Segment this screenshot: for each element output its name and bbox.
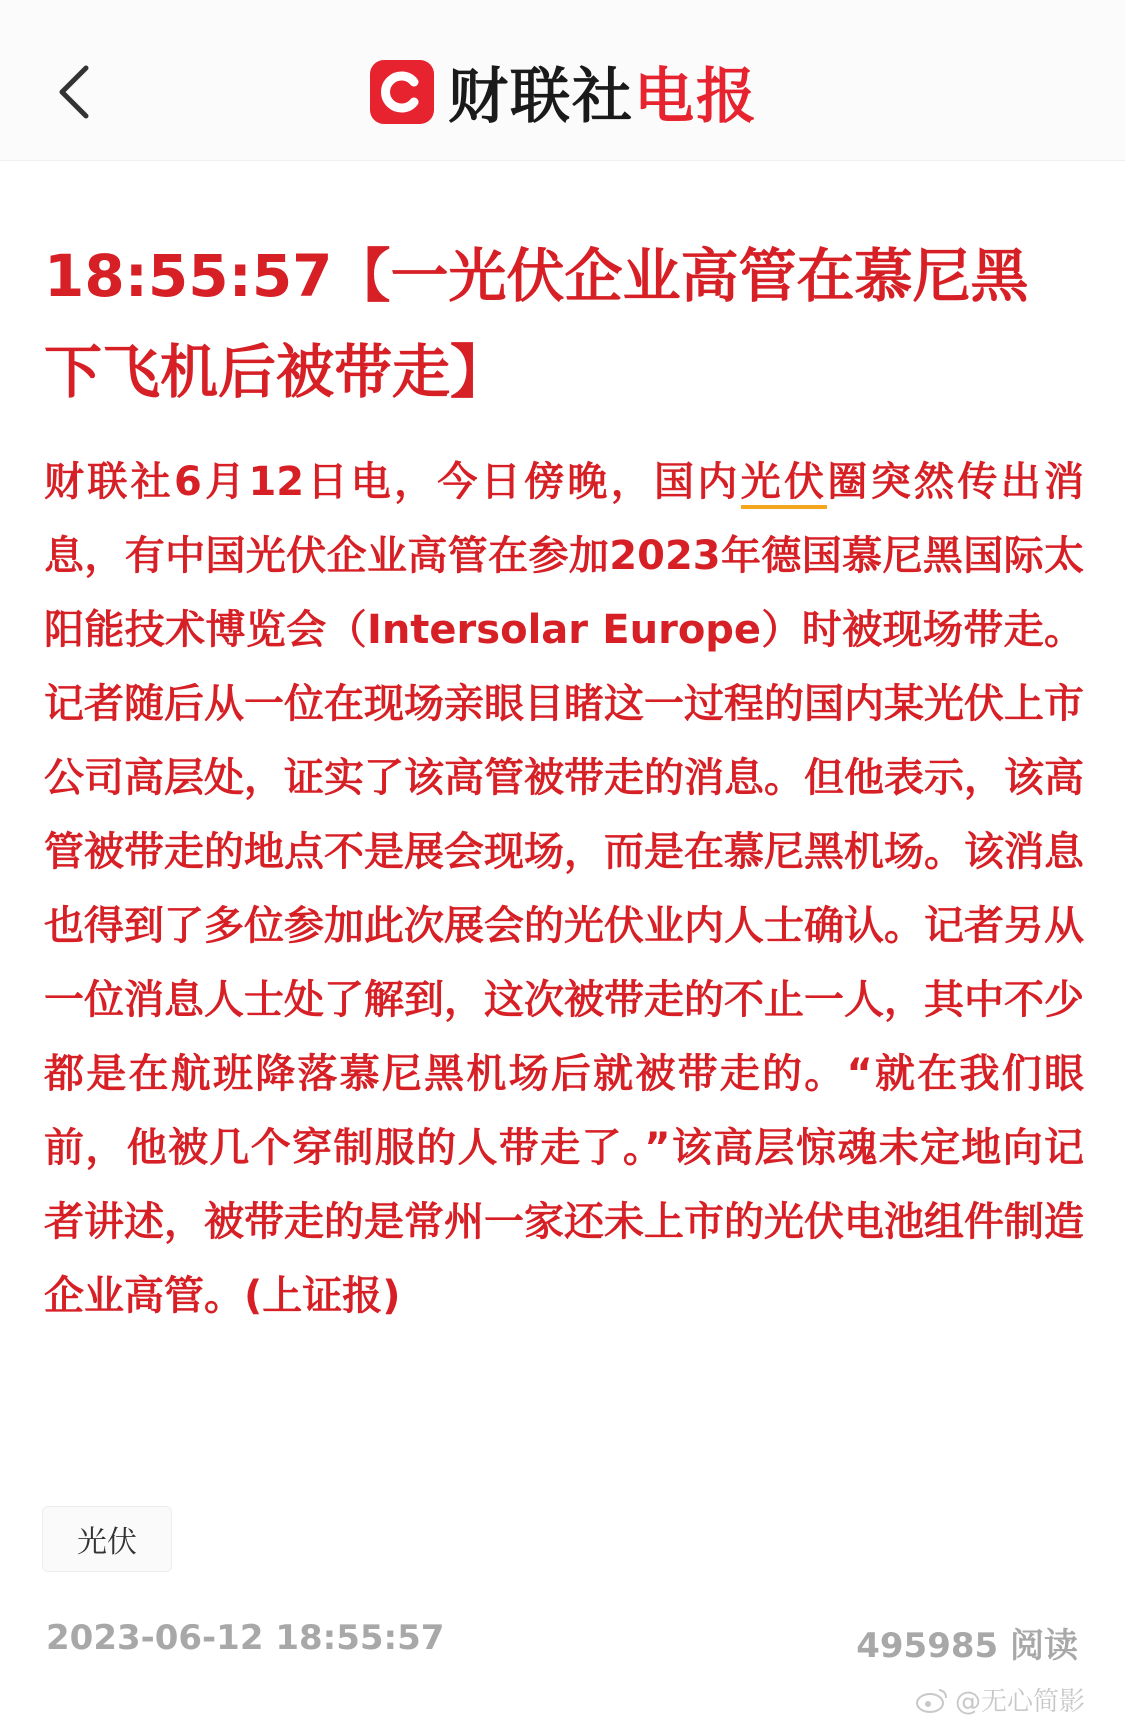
- keyword-link[interactable]: 光伏: [741, 459, 828, 509]
- article-body-part1: 财联社6月12日电，今日傍晚，国内: [44, 459, 741, 505]
- article-meta: [46, 1618, 1078, 1667]
- watermark: [915, 1681, 1085, 1718]
- header-bar: [0, 0, 1125, 161]
- watermark-text: @无心简影: [954, 1687, 1085, 1717]
- chevron-left-icon[interactable]: [52, 62, 96, 122]
- article-body: [44, 445, 1084, 1333]
- read-count: 495985 阅读: [856, 1626, 1078, 1666]
- weibo-icon: [915, 1686, 949, 1714]
- topic-tag[interactable]: 光伏: [42, 1506, 172, 1572]
- brand: [370, 52, 758, 132]
- article-body-part2: 圈突然传出消息，有中国光伏企业高管在参加2023年德国慕尼黑国际太阳能技术博览会（Intersolar Europe）时被现场带走。记者随后从一位在现场亲眼目睹这一过程的国内某光伏上市公司高层处，证实了该高管被带走的消息。但他表示，该高管被带走的地点不是展会现场，而是在慕尼黑机场。该消息也得到了多位参加此次展会的光伏业内人士确认。记者另从一位消息人士处了解到，这次被带走的不止一人，其中不少都是在航班降落慕尼黑机场后就被带走的。“就在我们眼前，他被几个穿制服的人带走了。”该高层惊魂未定地向记者讲述，被带走的是常州一家还未上市的光伏电池组件制造企业高管。(上证报): [44, 459, 1085, 1319]
- publish-timestamp: 2023-06-12 18:55:57: [46, 1618, 445, 1658]
- brand-logo-icon: [370, 60, 434, 124]
- brand-name: 财联社电报: [448, 62, 758, 132]
- article-headline: 18:55:57【一光伏企业高管在慕尼黑下飞机后被带走】: [44, 242, 1029, 406]
